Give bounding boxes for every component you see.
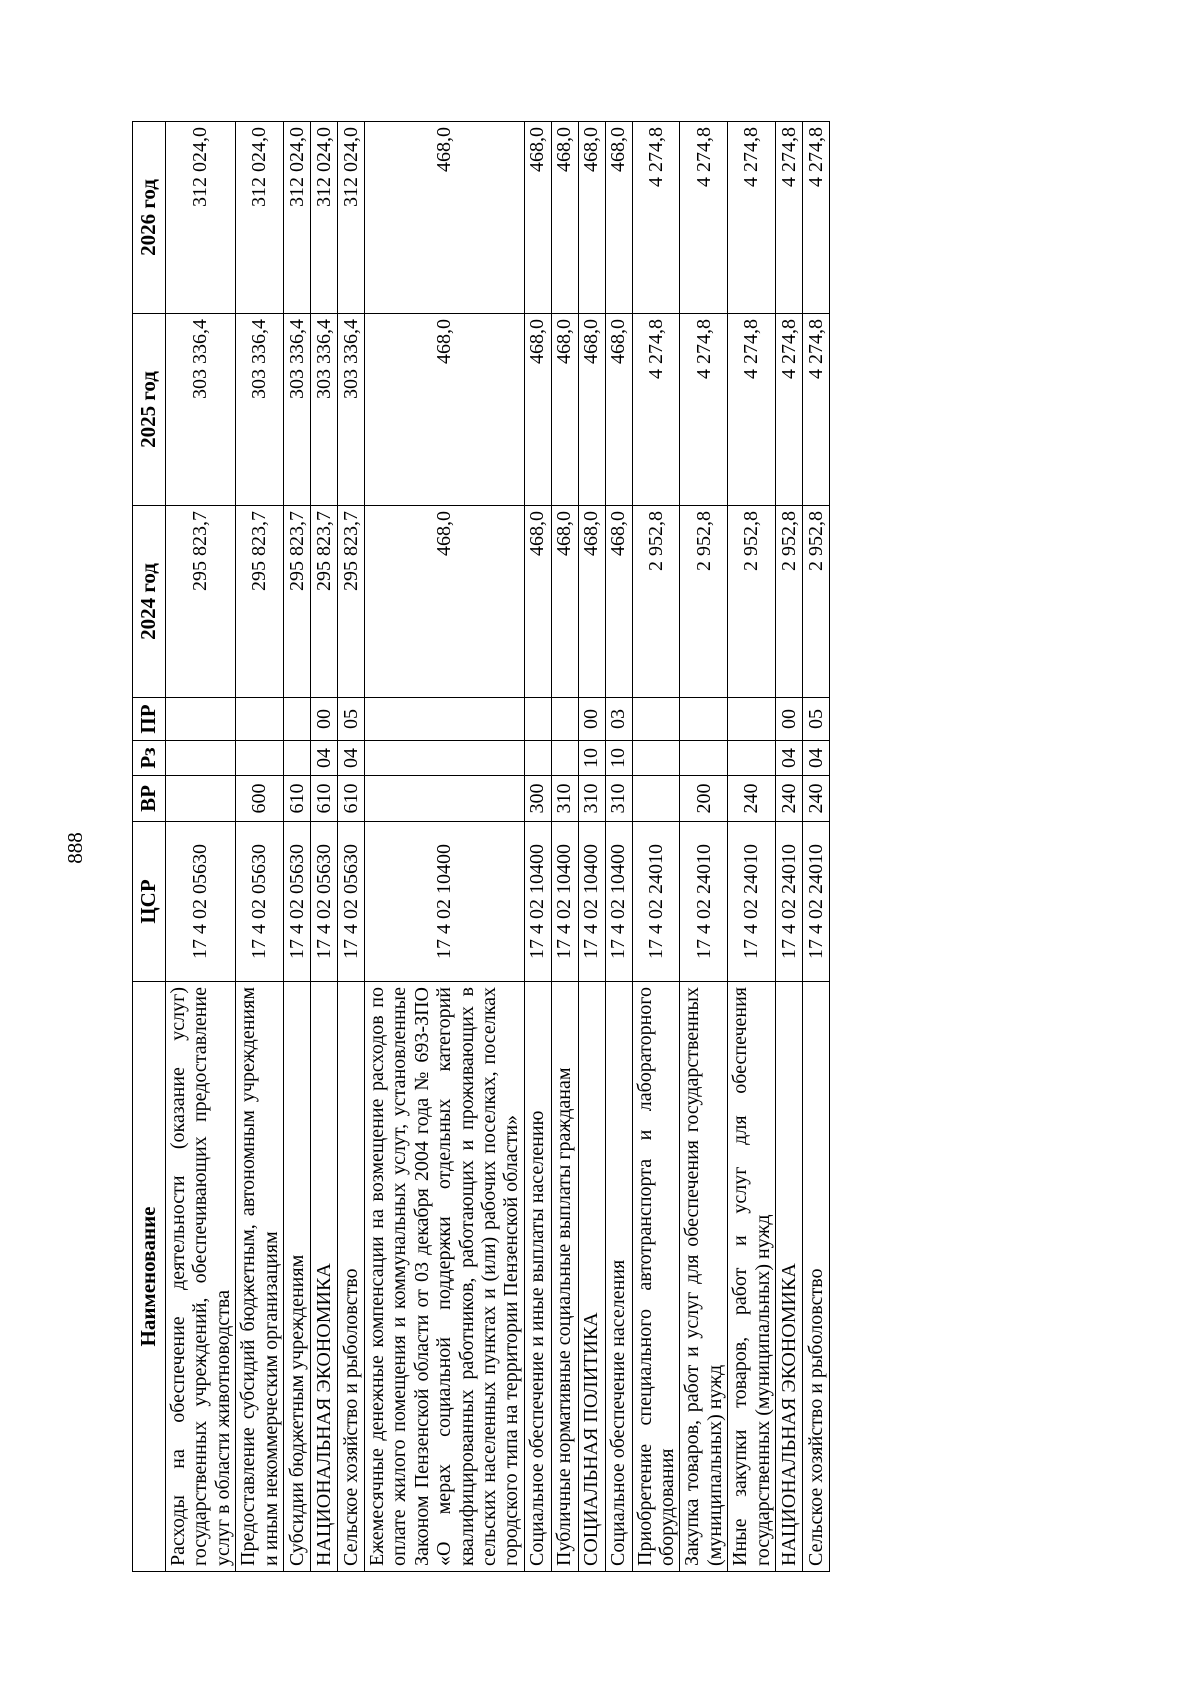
cell-name: Сельское хозяйство и рыболовство (803, 982, 830, 1572)
table-row (364, 122, 524, 1572)
cell-name: НАЦИОНАЛЬНАЯ ЭКОНОМИКА (310, 982, 337, 1572)
cell-2025: 303 336,4 (283, 314, 310, 506)
cell-csr: 17 4 02 10400 (551, 822, 578, 982)
cell-2026: 468,0 (524, 122, 551, 314)
cell-2024: 468,0 (551, 506, 578, 698)
cell-csr: 17 4 02 05630 (310, 822, 337, 982)
cell-csr: 17 4 02 10400 (364, 822, 524, 982)
cell-2024: 2 952,8 (803, 506, 830, 698)
cell-rz: 10 (578, 741, 605, 776)
cell-2025: 4 274,8 (728, 314, 776, 506)
cell-2025: 303 336,4 (310, 314, 337, 506)
header-2025: 2025 год (133, 314, 166, 506)
header-2024: 2024 год (133, 506, 166, 698)
header-csr: ЦСР (133, 822, 166, 982)
cell-csr: 17 4 02 10400 (605, 822, 632, 982)
cell-name: Ежемесячные денежные компенсации на возмещение расходов по оплате жилого помещения и коммунальных услут, установленные Законом Пензенской области от 03 декабря 2004 года № 693-ЗПО «О мерах социальной поддержки отдельных категорий квалифицированных работников, работающих и проживающих в сельских населенных пунктах и (или) рабочих поселках, поселках городского типа на территории Пензенской области» (364, 982, 524, 1572)
header-pr: ПР (133, 698, 166, 741)
cell-2026: 312 024,0 (166, 122, 236, 314)
cell-csr: 17 4 02 24010 (632, 822, 680, 982)
table-row (337, 122, 364, 1572)
cell-rz (166, 741, 236, 776)
cell-csr: 17 4 02 05630 (283, 822, 310, 982)
cell-pr: 05 (337, 698, 364, 741)
cell-pr: 03 (605, 698, 632, 741)
header-2026: 2026 год (133, 122, 166, 314)
cell-vr: 240 (776, 776, 803, 822)
table-row (551, 122, 578, 1572)
cell-vr: 300 (524, 776, 551, 822)
header-rz: Рз (133, 741, 166, 776)
table-row (578, 122, 605, 1572)
cell-pr: 00 (776, 698, 803, 741)
cell-2026: 468,0 (551, 122, 578, 314)
cell-rz: 04 (337, 741, 364, 776)
cell-vr: 310 (578, 776, 605, 822)
cell-2024: 2 952,8 (728, 506, 776, 698)
cell-csr: 17 4 02 24010 (803, 822, 830, 982)
cell-2024: 2 952,8 (680, 506, 728, 698)
table-body (166, 122, 830, 1572)
cell-rz: 04 (776, 741, 803, 776)
cell-2024: 2 952,8 (776, 506, 803, 698)
cell-2026: 468,0 (364, 122, 524, 314)
cell-vr: 310 (605, 776, 632, 822)
cell-2026: 4 274,8 (728, 122, 776, 314)
cell-2026: 312 024,0 (236, 122, 284, 314)
cell-rz: 04 (310, 741, 337, 776)
cell-csr: 17 4 02 24010 (680, 822, 728, 982)
budget-table (132, 121, 830, 1572)
cell-pr (364, 698, 524, 741)
cell-rz (680, 741, 728, 776)
cell-csr: 17 4 02 10400 (578, 822, 605, 982)
cell-2025: 303 336,4 (166, 314, 236, 506)
table-row (803, 122, 830, 1572)
cell-name: Публичные нормативные социальные выплаты гражданам (551, 982, 578, 1572)
cell-vr (364, 776, 524, 822)
cell-2025: 468,0 (605, 314, 632, 506)
cell-2025: 303 336,4 (236, 314, 284, 506)
cell-pr (551, 698, 578, 741)
cell-rz: 10 (605, 741, 632, 776)
cell-pr (283, 698, 310, 741)
cell-csr: 17 4 02 10400 (524, 822, 551, 982)
cell-pr (236, 698, 284, 741)
table-row (605, 122, 632, 1572)
table-row (283, 122, 310, 1572)
cell-pr: 00 (310, 698, 337, 741)
cell-2024: 295 823,7 (166, 506, 236, 698)
cell-2026: 312 024,0 (337, 122, 364, 314)
cell-name: Расходы на обеспечение деятельности (оказание услуг) государственных учреждений, обеспечивающих предоставление услуг в области животноводства (166, 982, 236, 1572)
cell-vr (632, 776, 680, 822)
cell-2025: 4 274,8 (680, 314, 728, 506)
table-row (680, 122, 728, 1572)
cell-rz (364, 741, 524, 776)
table-row (776, 122, 803, 1572)
cell-csr: 17 4 02 05630 (337, 822, 364, 982)
cell-pr (524, 698, 551, 741)
cell-2025: 4 274,8 (632, 314, 680, 506)
cell-vr: 610 (283, 776, 310, 822)
cell-vr: 600 (236, 776, 284, 822)
cell-csr: 17 4 02 24010 (728, 822, 776, 982)
cell-pr: 00 (578, 698, 605, 741)
cell-vr: 610 (310, 776, 337, 822)
cell-2025: 4 274,8 (803, 314, 830, 506)
cell-2026: 312 024,0 (283, 122, 310, 314)
cell-2024: 295 823,7 (310, 506, 337, 698)
table-row (524, 122, 551, 1572)
cell-2025: 468,0 (551, 314, 578, 506)
cell-2026: 4 274,8 (680, 122, 728, 314)
cell-vr (166, 776, 236, 822)
cell-csr: 17 4 02 24010 (776, 822, 803, 982)
cell-2025: 468,0 (578, 314, 605, 506)
cell-vr: 310 (551, 776, 578, 822)
cell-rz (283, 741, 310, 776)
cell-rz (236, 741, 284, 776)
cell-name: Социальное обеспечение населения (605, 982, 632, 1572)
cell-2026: 4 274,8 (632, 122, 680, 314)
cell-2024: 468,0 (578, 506, 605, 698)
cell-2024: 468,0 (364, 506, 524, 698)
cell-pr (680, 698, 728, 741)
cell-2025: 468,0 (364, 314, 524, 506)
cell-2024: 295 823,7 (236, 506, 284, 698)
cell-vr: 610 (337, 776, 364, 822)
cell-rz (728, 741, 776, 776)
cell-csr: 17 4 02 05630 (166, 822, 236, 982)
table-row (632, 122, 680, 1572)
cell-name: Закупка товаров, работ и услуг для обеспечения государственных (муниципальных) нужд (680, 982, 728, 1572)
cell-vr: 240 (728, 776, 776, 822)
table-row (166, 122, 236, 1572)
cell-name: НАЦИОНАЛЬНАЯ ЭКОНОМИКА (776, 982, 803, 1572)
page-number: 888 (63, 832, 87, 864)
cell-name: Субсидии бюджетным учреждениям (283, 982, 310, 1572)
cell-2026: 312 024,0 (310, 122, 337, 314)
cell-2025: 4 274,8 (776, 314, 803, 506)
cell-name: Сельское хозяйство и рыболовство (337, 982, 364, 1572)
cell-rz (551, 741, 578, 776)
cell-2024: 2 952,8 (632, 506, 680, 698)
table-row (236, 122, 284, 1572)
cell-name: Социальное обеспечение и иные выплаты населению (524, 982, 551, 1572)
cell-rz: 04 (803, 741, 830, 776)
rotated-page-content (132, 122, 1022, 1572)
cell-2026: 4 274,8 (803, 122, 830, 314)
cell-pr (632, 698, 680, 741)
cell-name: СОЦИАЛЬНАЯ ПОЛИТИКА (578, 982, 605, 1572)
table-header-row (133, 122, 166, 1572)
cell-2025: 468,0 (524, 314, 551, 506)
cell-2024: 468,0 (605, 506, 632, 698)
table-row (728, 122, 776, 1572)
cell-2026: 4 274,8 (776, 122, 803, 314)
cell-2026: 468,0 (605, 122, 632, 314)
cell-name: Иные закупки товаров, работ и услуг для обеспечения государственных (муниципальных) нужд (728, 982, 776, 1572)
cell-vr: 240 (803, 776, 830, 822)
cell-pr (728, 698, 776, 741)
cell-2024: 295 823,7 (337, 506, 364, 698)
cell-rz (524, 741, 551, 776)
cell-csr: 17 4 02 05630 (236, 822, 284, 982)
cell-rz (632, 741, 680, 776)
table-row (310, 122, 337, 1572)
cell-vr: 200 (680, 776, 728, 822)
cell-name: Приобретение специального автотранспорта и лабораторного оборудования (632, 982, 680, 1572)
cell-2024: 468,0 (524, 506, 551, 698)
cell-2025: 303 336,4 (337, 314, 364, 506)
cell-name: Предоставление субсидий бюджетным, автономным учреждениям и иным некоммерческим организациям (236, 982, 284, 1572)
cell-2024: 295 823,7 (283, 506, 310, 698)
header-name: Наименование (133, 982, 166, 1572)
cell-2026: 468,0 (578, 122, 605, 314)
header-vr: ВР (133, 776, 166, 822)
cell-pr: 05 (803, 698, 830, 741)
cell-pr (166, 698, 236, 741)
